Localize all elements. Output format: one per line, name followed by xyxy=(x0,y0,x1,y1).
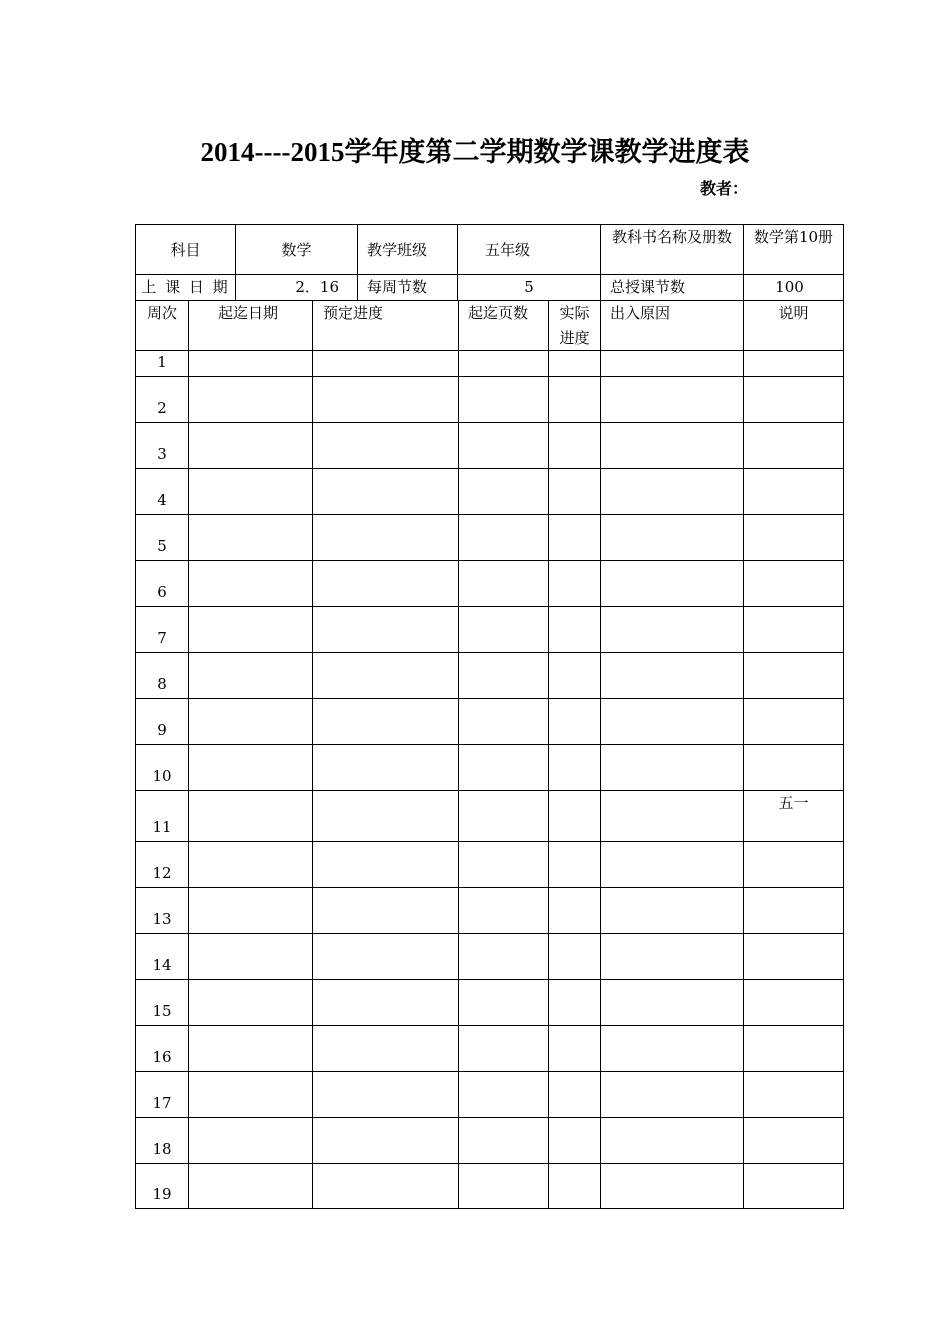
header-dates: 起迄日期 xyxy=(188,300,313,351)
row-planned-cell xyxy=(312,979,459,1026)
row-week-cell: 5 xyxy=(135,514,189,561)
start-date-value: 2．16 xyxy=(235,274,358,301)
class-label: 教学班级 xyxy=(357,224,458,275)
row-planned-cell xyxy=(312,790,459,842)
row-actual-cell xyxy=(548,1163,601,1209)
row-note-cell xyxy=(743,1117,844,1164)
row-reason-cell xyxy=(600,790,744,842)
row-reason-cell xyxy=(600,560,744,607)
row-reason-cell xyxy=(600,841,744,888)
row-dates-cell xyxy=(188,979,313,1026)
row-note-cell xyxy=(743,698,844,745)
row-reason-cell xyxy=(600,376,744,423)
row-dates-cell xyxy=(188,350,313,377)
total-lessons-label: 总授课节数 xyxy=(600,274,744,301)
header-pages: 起迄页数 xyxy=(458,300,549,351)
row-pages-cell xyxy=(458,376,549,423)
row-pages-cell xyxy=(458,1071,549,1118)
row-actual-cell xyxy=(548,514,601,561)
row-note-cell xyxy=(743,1071,844,1118)
row-note-cell xyxy=(743,422,844,469)
row-reason-cell xyxy=(600,1071,744,1118)
row-reason-cell xyxy=(600,1163,744,1209)
row-week-cell: 13 xyxy=(135,887,189,934)
row-note-cell xyxy=(743,350,844,377)
teacher-label: 教者： xyxy=(700,179,749,198)
row-planned-cell xyxy=(312,560,459,607)
row-week-cell: 3 xyxy=(135,422,189,469)
row-reason-cell xyxy=(600,933,744,980)
header-actual: 实际进度 xyxy=(548,300,601,351)
row-week-cell: 15 xyxy=(135,979,189,1026)
row-week-cell: 4 xyxy=(135,468,189,515)
row-reason-cell xyxy=(600,350,744,377)
row-planned-cell xyxy=(312,744,459,791)
row-planned-cell xyxy=(312,514,459,561)
row-reason-cell xyxy=(600,606,744,653)
row-actual-cell xyxy=(548,350,601,377)
row-pages-cell xyxy=(458,350,549,377)
row-planned-cell xyxy=(312,652,459,699)
row-pages-cell xyxy=(458,887,549,934)
row-note-cell xyxy=(743,979,844,1026)
row-pages-cell xyxy=(458,1025,549,1072)
row-pages-cell xyxy=(458,468,549,515)
row-week-cell: 19 xyxy=(135,1163,189,1209)
row-dates-cell xyxy=(188,933,313,980)
row-reason-cell xyxy=(600,468,744,515)
row-planned-cell xyxy=(312,422,459,469)
row-week-cell: 18 xyxy=(135,1117,189,1164)
row-note-cell xyxy=(743,887,844,934)
row-actual-cell xyxy=(548,376,601,423)
row-week-cell: 1 xyxy=(135,350,189,377)
textbook-value: 数学第10册 xyxy=(743,224,844,275)
row-actual-cell xyxy=(548,933,601,980)
header-planned: 预定进度 xyxy=(312,300,459,351)
total-lessons-value: 100 xyxy=(743,274,844,301)
row-dates-cell xyxy=(188,698,313,745)
row-note-cell xyxy=(743,652,844,699)
row-planned-cell xyxy=(312,841,459,888)
row-planned-cell xyxy=(312,1117,459,1164)
row-actual-cell xyxy=(548,1071,601,1118)
subject-label: 科目 xyxy=(135,224,236,275)
row-reason-cell xyxy=(600,652,744,699)
row-note-cell xyxy=(743,933,844,980)
row-reason-cell xyxy=(600,422,744,469)
row-pages-cell xyxy=(458,514,549,561)
row-actual-cell xyxy=(548,468,601,515)
row-note-cell xyxy=(743,1025,844,1072)
row-dates-cell xyxy=(188,560,313,607)
row-actual-cell xyxy=(548,1025,601,1072)
row-dates-cell xyxy=(188,376,313,423)
row-dates-cell xyxy=(188,468,313,515)
row-week-cell: 14 xyxy=(135,933,189,980)
row-dates-cell xyxy=(188,1117,313,1164)
row-note-cell xyxy=(743,560,844,607)
row-week-cell: 9 xyxy=(135,698,189,745)
row-pages-cell xyxy=(458,422,549,469)
row-dates-cell xyxy=(188,422,313,469)
schedule-table xyxy=(135,224,844,1203)
row-week-cell: 17 xyxy=(135,1071,189,1118)
row-week-cell: 8 xyxy=(135,652,189,699)
row-actual-cell xyxy=(548,560,601,607)
row-dates-cell xyxy=(188,790,313,842)
row-week-cell: 12 xyxy=(135,841,189,888)
row-planned-cell xyxy=(312,468,459,515)
row-pages-cell xyxy=(458,1117,549,1164)
row-planned-cell xyxy=(312,887,459,934)
row-actual-cell xyxy=(548,979,601,1026)
row-pages-cell xyxy=(458,606,549,653)
row-pages-cell xyxy=(458,652,549,699)
row-reason-cell xyxy=(600,1025,744,1072)
row-planned-cell xyxy=(312,1025,459,1072)
row-dates-cell xyxy=(188,606,313,653)
row-pages-cell xyxy=(458,698,549,745)
row-reason-cell xyxy=(600,887,744,934)
row-week-cell: 16 xyxy=(135,1025,189,1072)
row-reason-cell xyxy=(600,514,744,561)
subject-value: 数学 xyxy=(235,224,358,275)
row-actual-cell xyxy=(548,887,601,934)
row-pages-cell xyxy=(458,933,549,980)
row-actual-cell xyxy=(548,790,601,842)
row-planned-cell xyxy=(312,350,459,377)
row-actual-cell xyxy=(548,1117,601,1164)
row-planned-cell xyxy=(312,1071,459,1118)
row-actual-cell xyxy=(548,652,601,699)
row-dates-cell xyxy=(188,887,313,934)
row-note-cell xyxy=(743,841,844,888)
row-week-cell: 10 xyxy=(135,744,189,791)
row-dates-cell xyxy=(188,841,313,888)
row-reason-cell xyxy=(600,1117,744,1164)
row-pages-cell xyxy=(458,744,549,791)
start-date-label: 上 课 日 期 xyxy=(135,274,236,301)
row-note-cell xyxy=(743,468,844,515)
row-dates-cell xyxy=(188,1071,313,1118)
row-dates-cell xyxy=(188,744,313,791)
row-actual-cell xyxy=(548,606,601,653)
row-week-cell: 6 xyxy=(135,560,189,607)
weekly-lessons-value: 5 xyxy=(457,274,601,301)
row-pages-cell xyxy=(458,979,549,1026)
row-note-cell xyxy=(743,606,844,653)
row-note-cell xyxy=(743,1163,844,1209)
row-pages-cell xyxy=(458,790,549,842)
row-week-cell: 7 xyxy=(135,606,189,653)
row-pages-cell xyxy=(458,560,549,607)
row-dates-cell xyxy=(188,652,313,699)
row-planned-cell xyxy=(312,698,459,745)
row-pages-cell xyxy=(458,1163,549,1209)
row-pages-cell xyxy=(458,841,549,888)
header-week: 周次 xyxy=(135,300,189,351)
weekly-lessons-label: 每周节数 xyxy=(357,274,458,301)
row-planned-cell xyxy=(312,376,459,423)
header-reason: 出入原因 xyxy=(600,300,744,351)
row-reason-cell xyxy=(600,698,744,745)
row-planned-cell xyxy=(312,933,459,980)
row-actual-cell xyxy=(548,422,601,469)
row-note-cell xyxy=(743,514,844,561)
row-reason-cell xyxy=(600,744,744,791)
page-title: 2014----2015学年度第二学期数学课教学进度表 xyxy=(200,137,750,167)
row-actual-cell xyxy=(548,698,601,745)
header-note: 说明 xyxy=(743,300,844,351)
textbook-label: 教科书名称及册数 xyxy=(600,224,744,275)
row-reason-cell xyxy=(600,979,744,1026)
row-planned-cell xyxy=(312,1163,459,1209)
row-dates-cell xyxy=(188,1163,313,1209)
row-actual-cell xyxy=(548,841,601,888)
row-dates-cell xyxy=(188,1025,313,1072)
row-note-cell xyxy=(743,744,844,791)
row-note-cell: 五一 xyxy=(743,790,844,842)
row-planned-cell xyxy=(312,606,459,653)
row-note-cell xyxy=(743,376,844,423)
row-dates-cell xyxy=(188,514,313,561)
row-week-cell: 2 xyxy=(135,376,189,423)
class-value: 五年级 xyxy=(457,224,601,275)
row-week-cell: 11 xyxy=(135,790,189,842)
row-actual-cell xyxy=(548,744,601,791)
